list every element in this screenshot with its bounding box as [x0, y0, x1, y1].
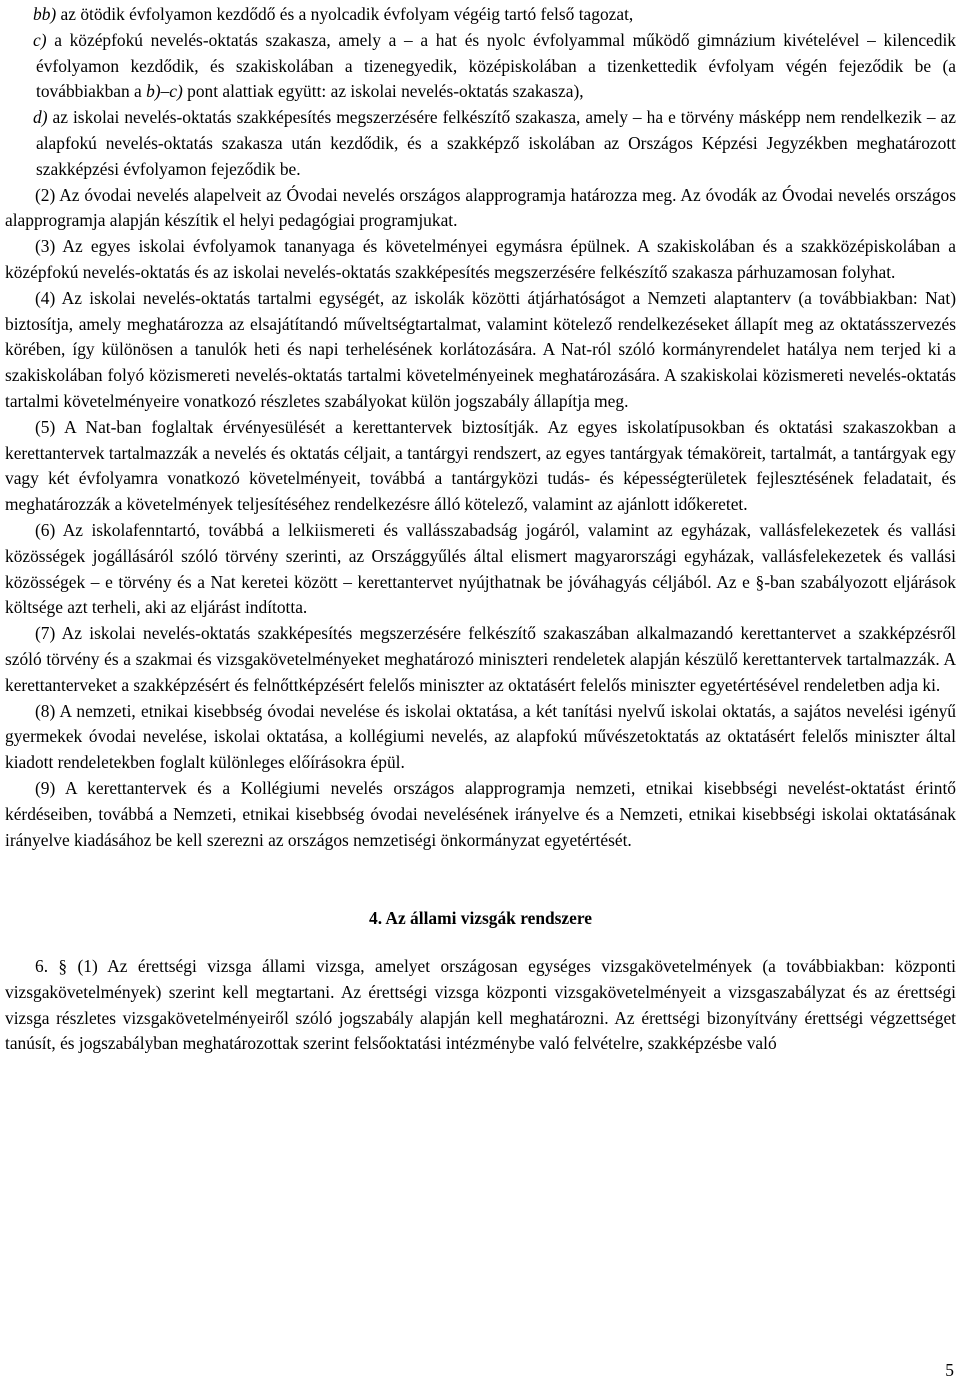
page-number: 5: [945, 1360, 954, 1380]
paragraph-section-6-1: 6. § (1) Az érettségi vizsga állami vizsga, amelyet országosan egységes vizsgakövetelmények (a továbbiakban: központi vizsgakövetelmények) szerint kell megtartani. Az érettségi vizsga központi vizsgakövetelményeit a vizsgaszabályzat és az érettségi vizsga részletes vizsgakövetelményeiről szóló jogszabály alapján kell meghatározni. Az érettségi bizonyítvány érettségi végzettséget tanúsít, és jogszabályban meghatározottak szerint felsőoktatási intézménybe való felvételre, szakképzésbe való: [5, 956, 956, 1054]
paragraph-6: (6) Az iskolafenntartó, továbbá a lelkiismereti és vallásszabadság jogáról, valamint az egyházak, vallásfelekezetek és vallási közösségek jogállásáról szóló törvény szerinti, az Országgyűlés által elismert magyarországi egyházak, vallásfelekezetek és vallási közösségek – e törvény és a Nat keretei között – kerettantervet nyújthatnak be jóváhagyás céljából. Az e §-ban szabályozott eljárások költsége azt terheli, aki az eljárást indította.: [5, 519, 956, 618]
paragraph-8: (8) A nemzeti, etnikai kisebbség óvodai nevelése és iskolai oktatása, a két tanítási nyelvű iskolai oktatás, a sajátos nevelési igényű gyermekek óvodai nevelése, iskolai oktatása, a kollégiumi nevelés, az alapfokú művészetoktatás az oktatásért felelős miniszter által kiadott rendeletekben foglalt különleges előírásokra épül.: [5, 700, 956, 773]
list-text-c-end: pont alattiak együtt: az iskolai nevelés-oktatás szakasza),: [182, 81, 584, 102]
paragraph-9: (9) A kerettantervek és a Kollégiumi nevelés országos alapprogramja nemzeti, etnikai kisebbségi nevelést-oktatást érintő kérdéseiben, továbbá a Nemzeti, etnikai kisebbség óvodai nevelésének irányelve és a Nemzeti, etnikai kisebbségi iskolai oktatásának irányelve kiadásához be kell szerezni az országos nemzetiségi önkormányzat egyetértését.: [5, 777, 956, 850]
list-text-c: a középfokú nevelés-oktatás szakasza, amely a – a hat és nyolc évfolyammal működő gimnázium kivételével – kilencedik évfolyamon kezdődik, és szakiskolában a tizenegyedik, középiskolában a tizenkettedik évfolyam végén fejeződik be (a továbbiakban a: [36, 29, 956, 102]
list-text-d: az iskolai nevelés-oktatás szakképesítés megszerzésére felkészítő szakasza, amely – ha e törvény másképp nem rendelkezik – az alapfokú nevelés-oktatás szakasza után kezdődik, és a szakképző iskolában az Országos Képzési Jegyzékben meghatározott szakképzési évfolyamon fejeződik be.: [36, 107, 956, 179]
list-ref-c: b)–c): [146, 81, 183, 102]
paragraph-5: (5) A Nat-ban foglaltak érvényesülését a kerettantervek biztosítják. Az egyes iskolatípusokban és oktatási szakaszokban a kerettantervek tartalmazzák a nevelés és oktatás céljait, a tantárgyi rendszert, az egyes tantárgyak témaköreit, tartalmát, a tantárgyak egy vagy két évfolyamra vonatkozó követelményeit, továbbá a tantárgyközi tudás- és képességterületek fejlesztésének feladatait, és meghatározzák a követelmények teljesítéséhez rendelkezésre álló kötelező, valamint az ajánlott időkeretet.: [5, 416, 956, 515]
list-item-d: [5, 105, 956, 182]
list-label-c: c): [33, 29, 47, 50]
paragraph-4: (4) Az iskolai nevelés-oktatás tartalmi egységét, az iskolák közötti átjárhatóságot a Nemzeti alaptanterv (a továbbiakban: Nat) biztosítja, amely meghatározza az elsajátítandó műveltségtartalmat, valamint kötelező rendelkezéseket állapít meg az oktatásszervezés körében, így különösen a tanulók heti és napi terhelésének korlátozására. A Nat-ról szóló kormányrendelet hatálya nem terjed ki a szakiskolában folyó közismereti nevelés-oktatás tartalmi követelményeinek meghatározására. A szakiskolai közismereti nevelés-oktatás tartalmi követelményeire vonatkozó részletes szabályokat külön jogszabály állapítja meg.: [5, 287, 956, 411]
list-text-bb: az ötödik évfolyamon kezdődő és a nyolcadik évfolyam végéig tartó felső tagozat,: [56, 4, 634, 24]
section-title: 4. Az állami vizsgák rendszere: [369, 908, 592, 929]
list-item-c: [5, 28, 956, 105]
paragraph-2: (2) Az óvodai nevelés alapelveit az Óvodai nevelés országos alapprogramja határozza meg. Az óvodák az Óvodai nevelés országos alapprogramja alapján készítik el helyi pedagógiai programjukat.: [5, 184, 956, 231]
list-label-d: d): [33, 107, 48, 128]
list-item-bb: [5, 2, 956, 28]
paragraph-3: (3) Az egyes iskolai évfolyamok tananyaga és követelményei egymásra épülnek. A szakiskolában és a szakközépiskolában a középfokú nevelés-oktatás és az iskolai nevelés-oktatás szakképesítés megszerzésére felkészítő szakasza párhuzamosan folyhat.: [5, 236, 956, 282]
list-label-bb: bb): [33, 4, 57, 24]
paragraph-7: (7) Az iskolai nevelés-oktatás szakképesítés megszerzésére felkészítő szakaszában alkalmazandó kerettantervet a szakképzésről szóló törvény és a szakmai és vizsgakövetelményeket meghatározó miniszteri rendeletek alapján készülő kerettantervek tartalmazzák. A kerettanterveket a szakképzésért és felnőttképzésért felelős miniszter az oktatásért felelős miniszter egyetértésével rendeletben adja ki.: [5, 623, 956, 695]
